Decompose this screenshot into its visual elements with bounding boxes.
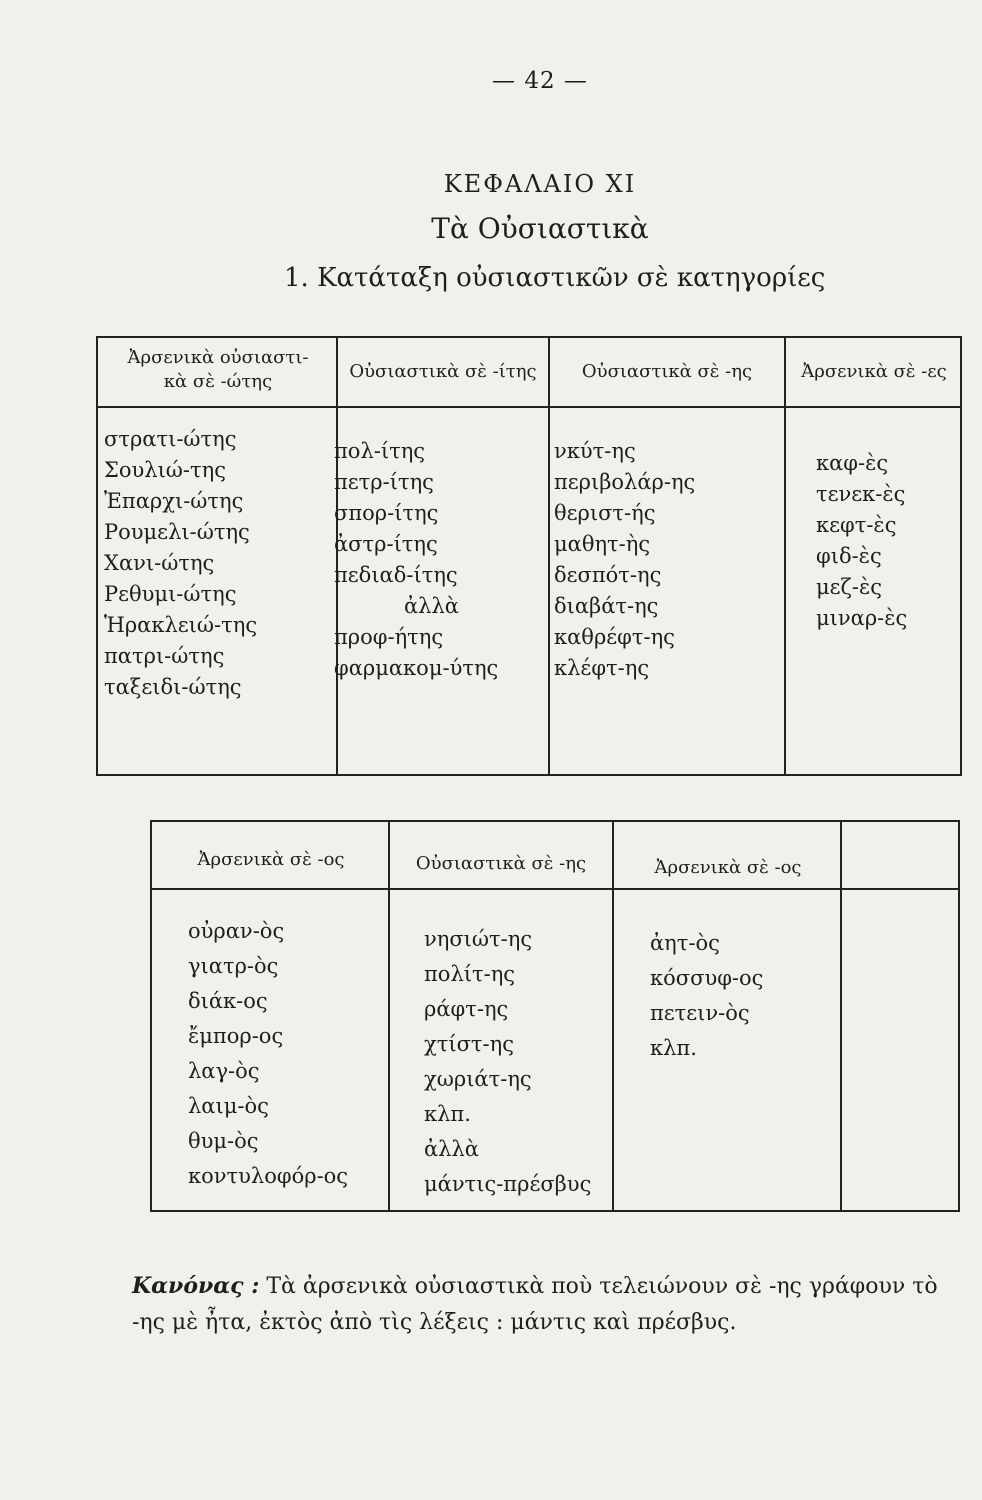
list-item: μιναρ-ὲς bbox=[816, 606, 908, 630]
list-item: θεριστ-ής bbox=[554, 501, 656, 525]
list-item: δεσπότ-ης bbox=[554, 563, 662, 587]
list-item: θυμ-ὸς bbox=[188, 1129, 259, 1153]
list-item: ἀλλὰ bbox=[424, 1137, 479, 1161]
table1-column-is bbox=[554, 436, 695, 684]
list-item: Ρεθυμι-ώτης bbox=[104, 582, 237, 606]
table-header-divider bbox=[152, 888, 958, 890]
table-header-divider bbox=[98, 406, 960, 408]
classification-table-2 bbox=[150, 820, 960, 1212]
list-item: μάντις-πρέσβυς bbox=[424, 1172, 592, 1196]
table1-header-is: Οὐσιαστικὰ σὲ -ης bbox=[581, 361, 753, 382]
list-item: κόσσυφ-ος bbox=[650, 966, 764, 990]
list-item: φιδ-ὲς bbox=[816, 544, 882, 568]
list-item: λαγ-ὸς bbox=[188, 1059, 260, 1083]
table2-column-os-2 bbox=[650, 926, 763, 1066]
table1-header-wtis bbox=[104, 346, 332, 394]
column-divider bbox=[612, 822, 614, 1210]
list-item: κλέφτ-ης bbox=[554, 656, 650, 680]
table1-column-wtis bbox=[104, 424, 257, 703]
list-item: γιατρ-ὸς bbox=[188, 954, 279, 978]
list-item: χωριάτ-ης bbox=[424, 1067, 532, 1091]
table1-header-es: Ἀρσενικὰ σὲ -ες bbox=[801, 361, 947, 382]
table2-column-os bbox=[188, 914, 348, 1194]
table1-header-itis: Οὐσιαστικὰ σὲ -ίτης bbox=[349, 361, 537, 382]
list-item: Ἡρακλειώ-της bbox=[104, 613, 258, 637]
rule-text: Τὰ ἀρσενικὰ οὐσιαστικὰ ποὺ τελειώνουν σὲ -ης γράφουν τὸ -ης μὲ ἦτα, ἐκτὸς ἀπὸ τὶς λέξεις : μάντις καὶ πρέσβυς. bbox=[132, 1274, 938, 1335]
table1-column-itis bbox=[334, 436, 498, 684]
table2-header-os-2: Ἀρσενικὰ σὲ -ος bbox=[654, 857, 802, 878]
table2-header-os: Ἀρσενικὰ σὲ -ος bbox=[197, 849, 345, 870]
list-item: προφ-ήτης bbox=[334, 625, 444, 649]
list-item: καθρέφτ-ης bbox=[554, 625, 675, 649]
rule-paragraph bbox=[132, 1268, 962, 1341]
list-item: Ρουμελι-ώτης bbox=[104, 520, 250, 544]
column-divider bbox=[388, 822, 390, 1210]
list-item: πατρι-ώτης bbox=[104, 644, 225, 668]
list-item: μαθητ-ὴς bbox=[554, 532, 651, 556]
rule-label: Κανόνας : bbox=[132, 1273, 260, 1299]
list-item: τενεκ-ὲς bbox=[816, 482, 906, 506]
column-divider bbox=[840, 822, 842, 1210]
header-line: κὰ σὲ -ώτης bbox=[163, 371, 273, 392]
list-item: νκύτ-ης bbox=[554, 439, 636, 463]
section-heading: 1. Κατάταξη οὐσιαστικῶν σὲ κατηγορίες bbox=[284, 263, 826, 293]
list-item: ἀητ-ὸς bbox=[650, 931, 720, 955]
list-item: διαβάτ-ης bbox=[554, 594, 659, 618]
list-item: χτίστ-ης bbox=[424, 1032, 514, 1056]
list-item: πεδιαδ-ίτης bbox=[334, 563, 458, 587]
list-item: λαιμ-ὸς bbox=[188, 1094, 269, 1118]
list-item: σπορ-ίτης bbox=[334, 501, 439, 525]
table2-column-is bbox=[424, 922, 591, 1202]
list-item: πολίτ-ης bbox=[424, 962, 516, 986]
list-item: Ἐπαρχι-ώτης bbox=[104, 489, 244, 513]
list-item: νησιώτ-ης bbox=[424, 927, 533, 951]
column-divider bbox=[784, 338, 786, 774]
list-item: μεζ-ὲς bbox=[816, 575, 883, 599]
list-item: καφ-ὲς bbox=[816, 451, 889, 475]
column-divider bbox=[548, 338, 550, 774]
list-item: πετρ-ίτης bbox=[334, 470, 434, 494]
list-item: Χανι-ώτης bbox=[104, 551, 215, 575]
list-item: φαρμακομ-ύτης bbox=[334, 656, 499, 680]
list-item: οὐραν-ὸς bbox=[188, 919, 285, 943]
list-item: πετειν-ὸς bbox=[650, 1001, 750, 1025]
header-line: Ἀρσενικὰ οὐσιαστι- bbox=[127, 347, 309, 368]
list-item: πολ-ίτης bbox=[334, 439, 426, 463]
list-item: ἔμπορ-ος bbox=[188, 1024, 284, 1048]
list-item: κλπ. bbox=[424, 1102, 471, 1126]
table1-column-es bbox=[816, 448, 907, 634]
list-item: ἀστρ-ίτης bbox=[334, 532, 438, 556]
list-item: Σουλιώ-της bbox=[104, 458, 226, 482]
list-item: ταξειδι-ώτης bbox=[104, 675, 242, 699]
list-item: διάκ-ος bbox=[188, 989, 268, 1013]
classification-table-1 bbox=[96, 336, 962, 776]
chapter-title: ΚΕΦΑΛΑΙΟ XI bbox=[443, 170, 637, 198]
list-item: κλπ. bbox=[650, 1036, 697, 1060]
list-item: περιβολάρ-ης bbox=[554, 470, 696, 494]
page-number: — 42 — bbox=[492, 68, 588, 94]
table2-header-is: Οὐσιαστικὰ σὲ -ης bbox=[415, 853, 587, 874]
chapter-subtitle: Τὰ Οὐσιαστικὰ bbox=[431, 212, 649, 245]
list-item: ἀλλὰ bbox=[404, 594, 459, 618]
list-item: ράφτ-ης bbox=[424, 997, 509, 1021]
list-item: κοντυλοφόρ-ος bbox=[188, 1164, 349, 1188]
list-item: κεφτ-ὲς bbox=[816, 513, 897, 537]
list-item: στρατι-ώτης bbox=[104, 427, 237, 451]
